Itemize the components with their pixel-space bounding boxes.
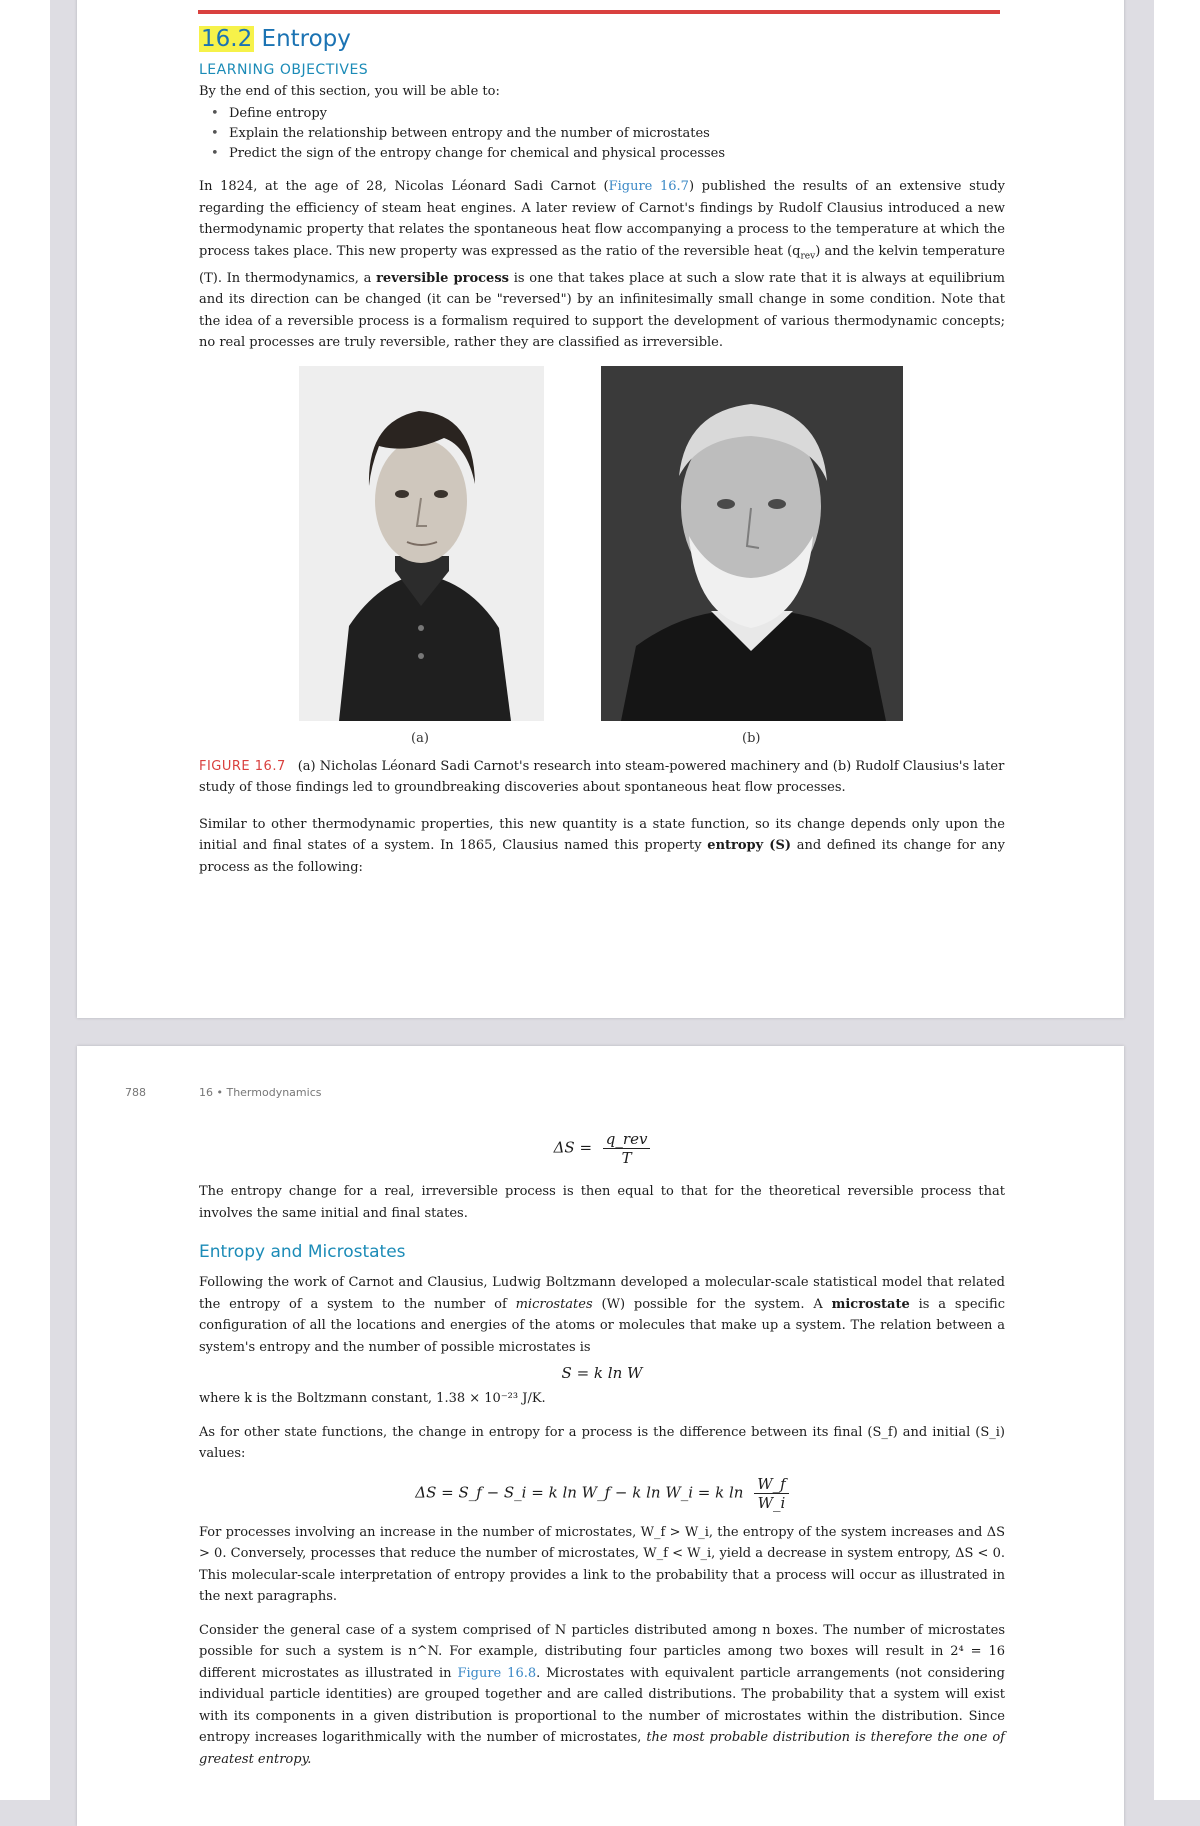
- rev-subscript: rev: [800, 251, 816, 262]
- para2-text-3: is a specific configuration of all the locations and energies of the atoms or molecules that make up a system. The relation between a system's entropy and the number of possible microstates is: [199, 1296, 1005, 1355]
- eq3-fraction: [754, 1475, 788, 1512]
- figure-16-8-link[interactable]: Figure 16.8: [457, 1665, 537, 1681]
- boltzmann-paragraph: [199, 1272, 1005, 1358]
- para2-text-1: Following the work of Carnot and Clausius, Ludwig Boltzmann developed a molecular-scale statistical model that related the entropy of a system to the number of: [199, 1275, 1005, 1312]
- entropy-definition-equation: [199, 1130, 1005, 1167]
- learning-objectives-heading: LEARNING OBJECTIVES: [199, 62, 369, 78]
- figure-16-7-link[interactable]: Figure 16.7: [608, 179, 689, 194]
- state-function-paragraph: [199, 814, 1005, 879]
- section-title: [199, 24, 1005, 54]
- microstate-increase-paragraph: For processes involving an increase in the number of microstates, W_f > W_i, the entropy of the system increases and ΔS > 0. Conversely, processes that reduce the number of microstates, W_f < W_i, yield a decrease in system entropy, ΔS < 0. This molecular-scale interpretation of entropy provides a link to the probability that a process will occur as illustrated in the next paragraphs.: [199, 1524, 1005, 1604]
- entropy-change-equation: [199, 1475, 1005, 1512]
- objective-item: • Predict the sign of the entropy change for chemical and physical processes: [229, 144, 1005, 164]
- viewer-margin-right: [1154, 0, 1200, 1800]
- section-title-text: Entropy: [261, 26, 351, 52]
- running-head: 16 • Thermodynamics: [199, 1086, 322, 1099]
- eq3-lhs: ΔS = S_f − S_i = k ln W_f − k ln W_i = k ln: [415, 1483, 744, 1501]
- irreversible-paragraph: The entropy change for a real, irreversible process is then equal to that for the theoretical reversible process that involves the same initial and final states.: [199, 1184, 1005, 1221]
- distribution-paragraph: [199, 1620, 1005, 1771]
- figure-caption: [199, 756, 1005, 798]
- intro-text-4: is one that takes place at such a slow rate that it is always at equilibrium and its direction can be changed (it can be "reversed") by an infinitesimally small change in some condition. Note that the idea of a reversible process is a formalism required to support the development of various thermodynamic concepts; no real processes are truly reversible, rather they are classified as irreversible.: [199, 270, 1006, 351]
- microstate-term: microstate: [831, 1296, 910, 1312]
- figure-label: FIGURE 16.7: [199, 758, 286, 774]
- objectives-list: [199, 104, 1005, 164]
- viewer-margin-left: [0, 0, 50, 1800]
- eq3-numerator: W_f: [754, 1475, 788, 1494]
- document-page-2: [77, 1046, 1124, 1826]
- microstates-italic: microstates: [515, 1296, 593, 1312]
- eq3-denominator: W_i: [757, 1493, 786, 1512]
- section-number-highlight: 16.2: [201, 26, 253, 52]
- document-page-1: [77, 0, 1124, 1018]
- para2-text-2: (W) possible for the system. A: [592, 1296, 832, 1312]
- objective-item: • Explain the relationship between entropy and the number of microstates: [229, 124, 1005, 144]
- closing-text-1: Similar to other thermodynamic properties, this new quantity is a state function, so its change depends only upon the initial and final states of a system. In 1865, Clausius named this property: [199, 816, 1005, 854]
- subfigure-label-b: (b): [742, 730, 761, 746]
- eq1-numerator: q_rev: [603, 1130, 651, 1149]
- subfigure-label-a: (a): [411, 730, 429, 746]
- eq1-fraction: [603, 1130, 651, 1167]
- intro-paragraph: [199, 176, 1005, 354]
- reversible-process-term: reversible process: [376, 270, 509, 286]
- boltzmann-equation: S = k ln W: [561, 1364, 643, 1382]
- para6-text-1: Consider the general case of a system comprised of N particles distributed among n boxes. The number of microstates possible for such a system is n^N. For example, distributing four particles among two boxes will result in 2⁴ = 16 different microstates as illustrated in: [199, 1622, 1005, 1681]
- objectives-intro: By the end of this section, you will be able to:: [199, 84, 500, 99]
- eq1-denominator: T: [621, 1149, 632, 1167]
- caption-text: (a) Nicholas Léonard Sadi Carnot's research into steam-powered machinery and (b) Rudolf Clausius's later study of those findings led to groundbreaking discoveries about spontaneous heat flow processes.: [199, 758, 1005, 795]
- objective-item: • Define entropy: [229, 104, 1005, 124]
- intro-text-3: ) and the kelvin temperature (T). In thermodynamics, a: [199, 243, 1005, 286]
- closing-text-2: and defined its change for any process as the following:: [199, 838, 1005, 875]
- most-probable-italic: the most probable distribution is therefore the one of greatest entropy.: [199, 1730, 1005, 1767]
- page-number: 788: [125, 1086, 146, 1099]
- intro-text-1: In 1824, at the age of 28, Nicolas Léonard Sadi Carnot (: [199, 179, 609, 194]
- eq1-lhs: ΔS =: [553, 1138, 593, 1157]
- clausius-portrait: [601, 366, 903, 721]
- header-rule: [198, 10, 1000, 14]
- entropy-term: entropy (S): [707, 838, 791, 854]
- boltzmann-constant-line: where k is the Boltzmann constant, 1.38 × 10⁻²³ J/K.: [199, 1391, 546, 1406]
- state-functions-paragraph: As for other state functions, the change in entropy for a process is the difference between its final (S_f) and initial (S_i) values:: [199, 1424, 1005, 1461]
- microstates-heading: Entropy and Microstates: [199, 1242, 406, 1262]
- carnot-portrait: [299, 366, 544, 721]
- figure-16-7: [199, 366, 1005, 756]
- intro-text-2: ) published the results of an extensive study regarding the efficiency of steam heat engines. A later review of Carnot's findings by Rudolf Clausius introduced a new thermodynamic property that relates the spontaneous heat flow accompanying a process to the temperature at which the process takes place. This new property was expressed as the ratio of the reversible heat (q: [199, 179, 1006, 259]
- para6-text-2: . Microstates with equivalent particle arrangements (not considering individual particle identities) are grouped together and are called distributions. The probability that a system will exist with its components in a given distribution is proportional to the number of microstates within the distribution. Since entropy increases logarithmically with the number of microstates,: [199, 1665, 1005, 1745]
